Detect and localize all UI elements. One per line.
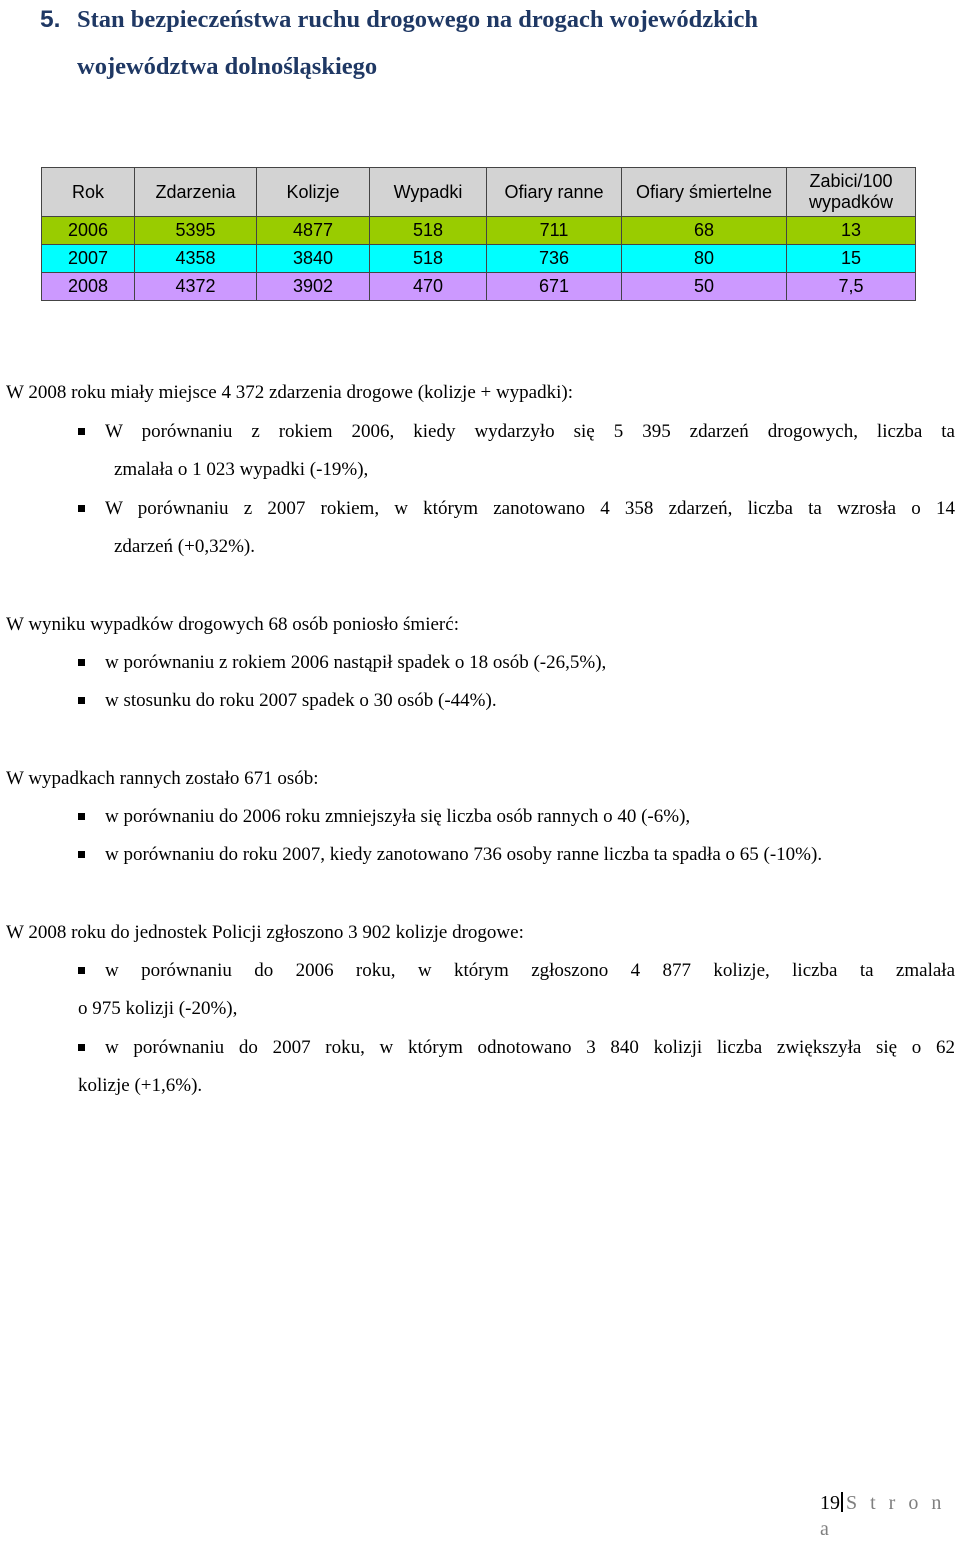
p1-b2-line1: W porównaniu z 2007 rokiem, w którym zanotowano 4 358 zdarzeń, liczba ta wzrosła o 14 [105, 498, 955, 519]
p4-b1-line1: w porównaniu do 2006 roku, w którym zgłoszono 4 877 kolizje, liczba ta zmalała [105, 960, 955, 981]
table-row [42, 245, 916, 273]
bullet-square-icon [78, 428, 85, 435]
table-cell: 15 [787, 245, 916, 273]
bullet-square-icon [78, 851, 85, 858]
bullet-square-icon [78, 1044, 85, 1051]
header-zabici-line2: wypadków [808, 192, 894, 212]
p2-b1-text: w porównaniu z rokiem 2006 nastąpił spadek o 18 osób (-26,5%), [105, 652, 607, 673]
section-title-line2: województwa dolnośląskiego [77, 53, 378, 80]
footer-separator [841, 1492, 843, 1512]
p4-b2-line1: w porównaniu do 2007 roku, w którym odnotowano 3 840 kolizji liczba zwiększyła się o 62 [105, 1037, 955, 1058]
page-label: S t r o n a [820, 1492, 946, 1540]
table-cell: 518 [370, 217, 487, 245]
table-cell: 518 [370, 245, 487, 273]
header-zabici-line1: Zabici/100 [809, 171, 893, 191]
p2-intro: W wyniku wypadków drogowych 68 osób poniosło śmierć: [6, 614, 459, 635]
table-cell: 80 [622, 245, 787, 273]
table-cell: 711 [487, 217, 622, 245]
table-cell: 68 [622, 217, 787, 245]
p4-b2-line2: kolizje (+1,6%). [78, 1075, 203, 1096]
p2-bullet-1 [78, 644, 955, 682]
p4-bullet-1 [78, 952, 955, 1028]
p3-intro: W wypadkach rannych zostało 671 osób: [6, 768, 319, 789]
p4-intro: W 2008 roku do jednostek Policji zgłoszono 3 902 kolizje drogowe: [6, 922, 524, 943]
p3-bullet-1 [78, 798, 955, 836]
section-number: 5. [40, 6, 61, 33]
table-cell: 736 [487, 245, 622, 273]
p4-b1-line2: o 975 kolizji (-20%), [78, 998, 238, 1019]
table-cell: 671 [487, 273, 622, 301]
statistics-table [41, 167, 916, 301]
table-cell: 2006 [42, 217, 135, 245]
table-cell: 13 [787, 217, 916, 245]
table-cell: 2007 [42, 245, 135, 273]
header-ofiary-ranne: Ofiary ranne [487, 168, 622, 217]
bullet-square-icon [78, 967, 85, 974]
section-title-line1: Stan bezpieczeństwa ruchu drogowego na drogach wojewódzkich [77, 6, 759, 33]
bullet-square-icon [78, 697, 85, 704]
header-zabici-na-100 [787, 168, 916, 217]
table-cell: 50 [622, 273, 787, 301]
page-number: 19 [820, 1492, 840, 1514]
table-row [42, 217, 916, 245]
header-ofiary-smiertelne: Ofiary śmiertelne [622, 168, 787, 217]
table-cell: 3840 [257, 245, 370, 273]
section-heading [40, 0, 940, 90]
p4-bullet-2 [78, 1029, 955, 1105]
table-cell: 3902 [257, 273, 370, 301]
table-cell: 2008 [42, 273, 135, 301]
header-kolizje: Kolizje [257, 168, 370, 217]
table-row [42, 273, 916, 301]
p1-b1-line1: W porównaniu z rokiem 2006, kiedy wydarzyło się 5 395 zdarzeń drogowych, liczba ta [105, 421, 955, 442]
p1-bullet-1 [78, 413, 955, 489]
table-cell: 7,5 [787, 273, 916, 301]
page-footer [820, 1490, 960, 1542]
p1-intro: W 2008 roku miały miejsce 4 372 zdarzenia drogowe (kolizje + wypadki): [6, 382, 574, 403]
bullet-square-icon [78, 505, 85, 512]
p1-b1-line2: zmalała o 1 023 wypadki (-19%), [114, 459, 369, 480]
table-cell: 4372 [135, 273, 257, 301]
p3-b1-text: w porównaniu do 2006 roku zmniejszyła się liczba osób rannych o 40 (-6%), [105, 806, 691, 827]
p2-bullet-2 [78, 682, 955, 720]
header-rok: Rok [42, 168, 135, 217]
p2-b2-text: w stosunku do roku 2007 spadek o 30 osób (-44%). [105, 690, 497, 711]
header-zdarzenia: Zdarzenia [135, 168, 257, 217]
bullet-square-icon [78, 813, 85, 820]
p3-b2-text: w porównaniu do roku 2007, kiedy zanotowano 736 osoby ranne liczba ta spadła o 65 (-10%). [105, 844, 823, 865]
table-header-row [42, 168, 916, 217]
table-cell: 5395 [135, 217, 257, 245]
bullet-square-icon [78, 659, 85, 666]
table-cell: 4877 [257, 217, 370, 245]
p1-bullet-2 [78, 490, 955, 566]
p3-bullet-2 [78, 836, 955, 874]
header-wypadki: Wypadki [370, 168, 487, 217]
p1-b2-line2: zdarzeń (+0,32%). [114, 536, 256, 557]
table-cell: 470 [370, 273, 487, 301]
table-cell: 4358 [135, 245, 257, 273]
